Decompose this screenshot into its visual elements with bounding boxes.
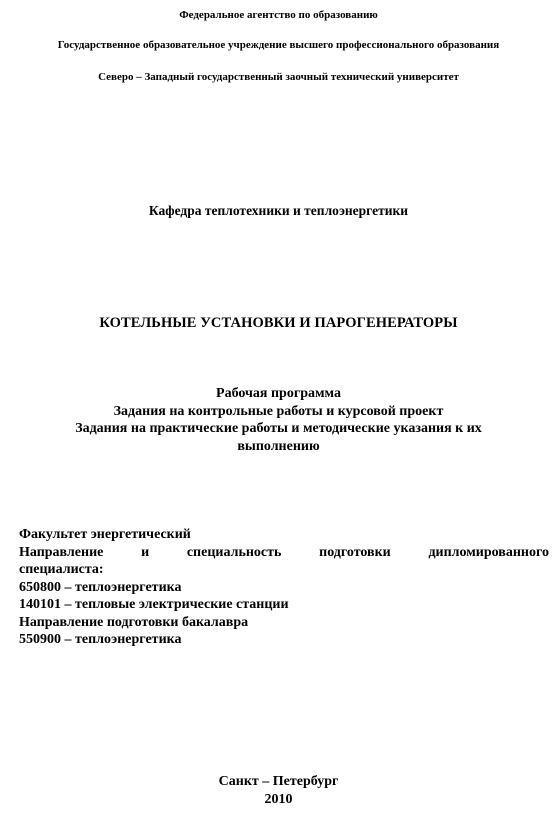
bachelor-direction: Направление подготовки бакалавра bbox=[19, 614, 249, 630]
specialty-item: 550900 – теплоэнергетика bbox=[19, 632, 182, 647]
direction-word: специальность bbox=[186, 544, 282, 560]
direction-end: специалиста: bbox=[19, 562, 104, 577]
direction-word: Направление bbox=[19, 544, 104, 560]
footer bbox=[0, 773, 557, 809]
program-line: Рабочая программа bbox=[216, 386, 341, 401]
program-line: Задания на контрольные работы и курсовой проект bbox=[113, 403, 444, 419]
agency-name: Федеральное агентство по образованию bbox=[179, 9, 378, 21]
institution-name: Государственное образовательное учреждение высшего профессионального образования bbox=[57, 39, 500, 51]
year: 2010 bbox=[264, 792, 293, 807]
university-name: Северо – Западный государственный заочный технический университет bbox=[98, 71, 459, 83]
document-title: КОТЕЛЬНЫЕ УСТАНОВКИ И ПАРОГЕНЕРАТОРЫ bbox=[99, 315, 458, 331]
specialty-item: 140101 – тепловые электрические станции bbox=[19, 597, 289, 612]
city: Санкт – Петербург bbox=[218, 774, 339, 789]
specialty-item: 650800 – теплоэнергетика bbox=[19, 579, 182, 595]
direction-word: дипломированного bbox=[428, 544, 549, 560]
department-name: Кафедра теплотехники и теплоэнергетики bbox=[148, 203, 409, 218]
faculty-block bbox=[19, 526, 549, 649]
direction-word: подготовки bbox=[319, 544, 391, 560]
direction-line bbox=[19, 544, 549, 562]
direction-word: и bbox=[141, 544, 150, 560]
program-line: выполнению bbox=[237, 438, 320, 454]
faculty-name: Факультет энергетический bbox=[19, 527, 191, 542]
program-line: Задания на практические работы и методические указания к их bbox=[75, 421, 482, 436]
program-description bbox=[0, 385, 557, 455]
